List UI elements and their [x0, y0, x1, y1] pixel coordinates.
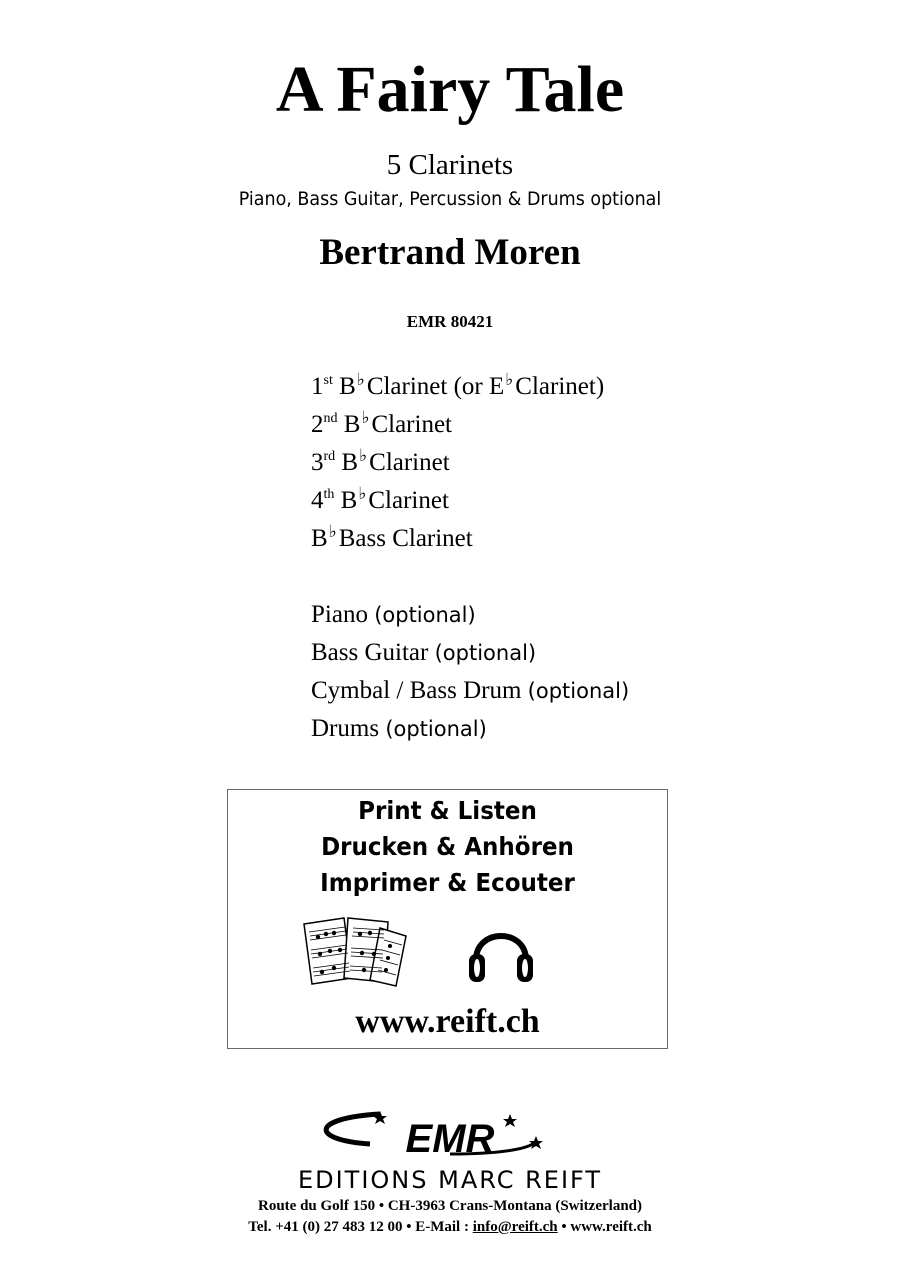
- publisher-address: Route du Golf 150 • CH-3963 Crans-Montana (Switzerland): [258, 1198, 642, 1214]
- instrument-clarinet-3: 3rd B♭Clarinet: [311, 446, 450, 476]
- promo-line-english: Print & Listen: [358, 796, 537, 825]
- publisher-contact: Tel. +41 (0) 27 483 12 00 • E-Mail : info@reift.ch • www.reift.ch: [248, 1219, 652, 1235]
- instrument-bass-guitar: Bass Guitar (optional): [311, 639, 537, 666]
- subtitle: 5 Clarinets: [386, 149, 514, 181]
- instrument-drums: Drums (optional): [311, 715, 487, 742]
- catalog-number: EMR 80421: [406, 312, 494, 331]
- instrument-clarinet-2: 2nd B♭Clarinet: [311, 408, 452, 438]
- instrument-piano: Piano (optional): [311, 601, 476, 628]
- sheet-music-icon: [300, 916, 412, 988]
- contact-website-link[interactable]: • www.reift.ch: [557, 1219, 652, 1235]
- promo-line-french: Imprimer & Ecouter: [320, 868, 575, 897]
- emr-logo: [300, 1108, 600, 1166]
- print-listen-box: [227, 789, 668, 1049]
- instrument-cymbal-bass-drum: Cymbal / Bass Drum (optional): [311, 677, 630, 704]
- instrument-clarinet-4: 4th B♭Clarinet: [311, 484, 449, 514]
- publisher-name: EDITIONS MARC REIFT: [297, 1166, 603, 1194]
- instrumentation-note: Piano, Bass Guitar, Percussion & Drums optional: [238, 188, 662, 210]
- promo-line-german: Drucken & Anhören: [321, 832, 574, 861]
- instrument-bass-clarinet: B♭Bass Clarinet: [311, 522, 473, 552]
- contact-email-link[interactable]: info@reift.ch: [472, 1219, 558, 1235]
- composer-name: Bertrand Moren: [319, 232, 581, 273]
- page-title: A Fairy Tale: [275, 53, 625, 126]
- promo-website-url[interactable]: www.reift.ch: [355, 1003, 540, 1040]
- instrument-clarinet-1: 1st B♭Clarinet (or E♭Clarinet): [311, 370, 605, 400]
- headphones-icon: [466, 920, 536, 986]
- emr-logo-text: EMR: [405, 1117, 495, 1161]
